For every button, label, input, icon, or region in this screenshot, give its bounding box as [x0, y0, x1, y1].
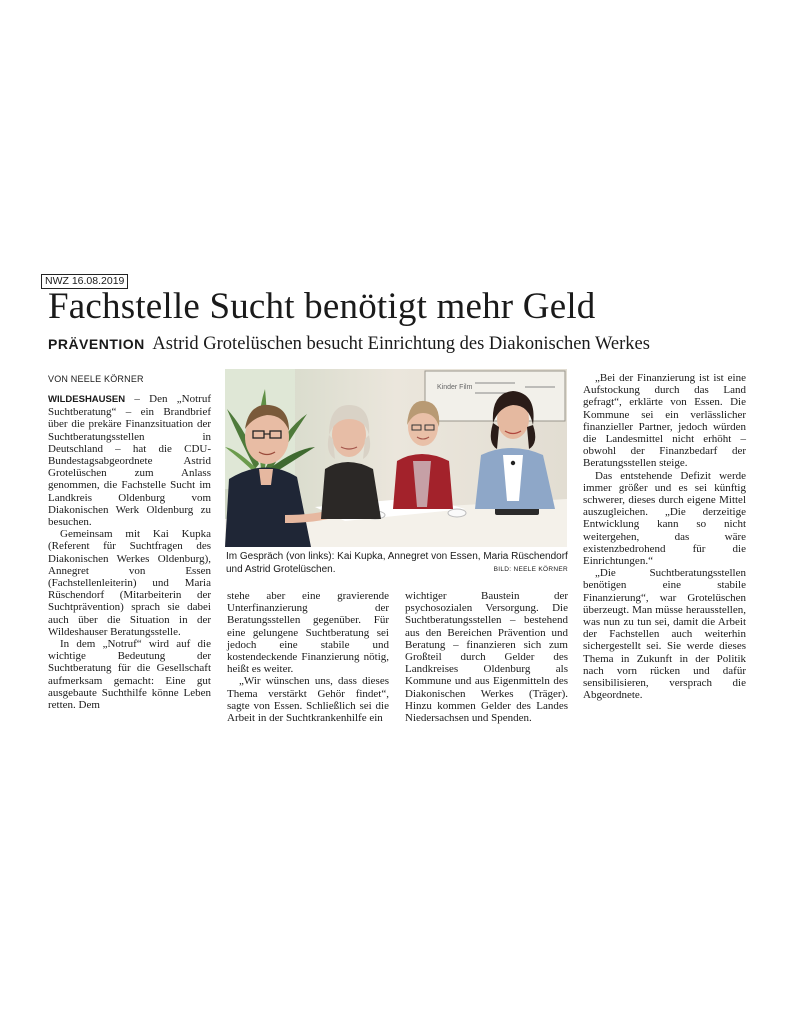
paragraph: In dem „Notruf“ wird auf die wichtige Bedeutung der Suchtberatung für die Gesellschaft aufmerksam gemacht: Eine gut ausgebaute Suchthilfe könne Leben retten. Dem [48, 638, 211, 712]
kicker: PRÄVENTION [48, 336, 145, 352]
source-tag: NWZ 16.08.2019 [41, 274, 128, 289]
photo-caption-block [226, 550, 568, 576]
article-column-1 [48, 393, 211, 711]
byline: VON NEELE KÖRNER [48, 374, 144, 384]
photo-credit: BILD: NEELE KÖRNER [493, 566, 568, 573]
board-label-1: Kinder Film [437, 384, 473, 391]
paragraph: „Die Suchtberatungsstellen benötigen eine stabile Finanzierung“, war Grotelüschen überzeugt. Man müsse herausstellen, was nun zu tun sei, damit die Arbeit der Fachstellen auch weiterhin sichergestellt sei. Sie werde dieses Thema in Zukunft in der Politik nach vorn rücken und dafür sensibilisieren, versprach die Abgeordnete. [583, 567, 746, 702]
dateline-place: WILDESHAUSEN [48, 394, 126, 405]
subheadline: Astrid Grotelüschen besucht Einrichtung des Diakonischen Werkes [152, 334, 650, 354]
article-column-3 [405, 590, 568, 724]
article-column-2 [227, 590, 389, 724]
photo-illustration [225, 369, 567, 547]
paragraph: Das entstehende Defizit werde immer größer und es sei künftig schwerer, dieses durch eigene Mittel auszugleichen. „Die derzeitige Entwicklung kann so nicht weitergehen, das wäre existenzbedrohend für die Einrichtungen.“ [583, 469, 746, 568]
paragraph: stehe aber eine gravierende Unterfinanzierung der Beratungsstellen gegenüber. Für eine gelungene Suchtberatung sei jedoch eine stabile und kostendeckende Finanzierung nötig, heißt es weiter. [227, 590, 389, 676]
paragraph: wichtiger Baustein der psychosozialen Versorgung. Die Suchtberatungsstellen – bestehend aus den Bereichen Prävention und Beratung – finanzieren sich zum Großteil durch Gelder des Landkreises Oldenburg als Kommune und aus Eigenmitteln des Diakonischen Werkes (Träger). Hinzu kommen Gelder des Landes Niedersachsen und Spenden. [405, 590, 568, 725]
headline: Fachstelle Sucht benötigt mehr Geld [48, 286, 596, 327]
paragraph: „Bei der Finanzierung ist ist eine Aufstockung durch das Land gefragt“, erklärte von Essen. Die Kommune sei ein verlässlicher finanzieller Partner, jedoch würden die Landesmittel nicht erhöht – obwohl der Finanzbedarf der Beratungsstellen steige. [583, 372, 746, 470]
paragraph-text: – Den „Notruf Suchtberatung“ – ein Brandbrief über die prekäre Finanzsituation der Suchtberatungsstellen in Deutschland – hat die CDU-Bundestagsabgeordnete Astrid Grotelüschen zum Anlass genommen, die Fachstelle Sucht im Landkreis Oldenburg vom Diakonischen Werk Oldenburg zu besuchen. [48, 393, 211, 529]
subheadline-line [48, 333, 650, 355]
photo-caption: Im Gespräch (von links): Kai Kupka, Annegret von Essen, Maria Rüschendorf und Astrid Grotelüschen. [226, 551, 568, 575]
article-column-4 [583, 372, 746, 701]
paragraph [48, 393, 211, 528]
paragraph: Gemeinsam mit Kai Kupka (Referent für Suchtfragen des Diakonischen Werkes Oldenburg), Annegret von Essen (Fachstellenleiterin) und Maria Rüschendorf (Mitarbeiterin der Suchtprävention) sprach sie dabei auch über die Situation in der Wildeshauser Beratungsstelle. [48, 528, 211, 638]
article-photo [225, 369, 567, 547]
paragraph: „Wir wünschen uns, dass dieses Thema verstärkt Gehör findet“, sagte von Essen. Schließlich sei die Arbeit in der Suchtkrankenhilfe ein [227, 675, 389, 725]
